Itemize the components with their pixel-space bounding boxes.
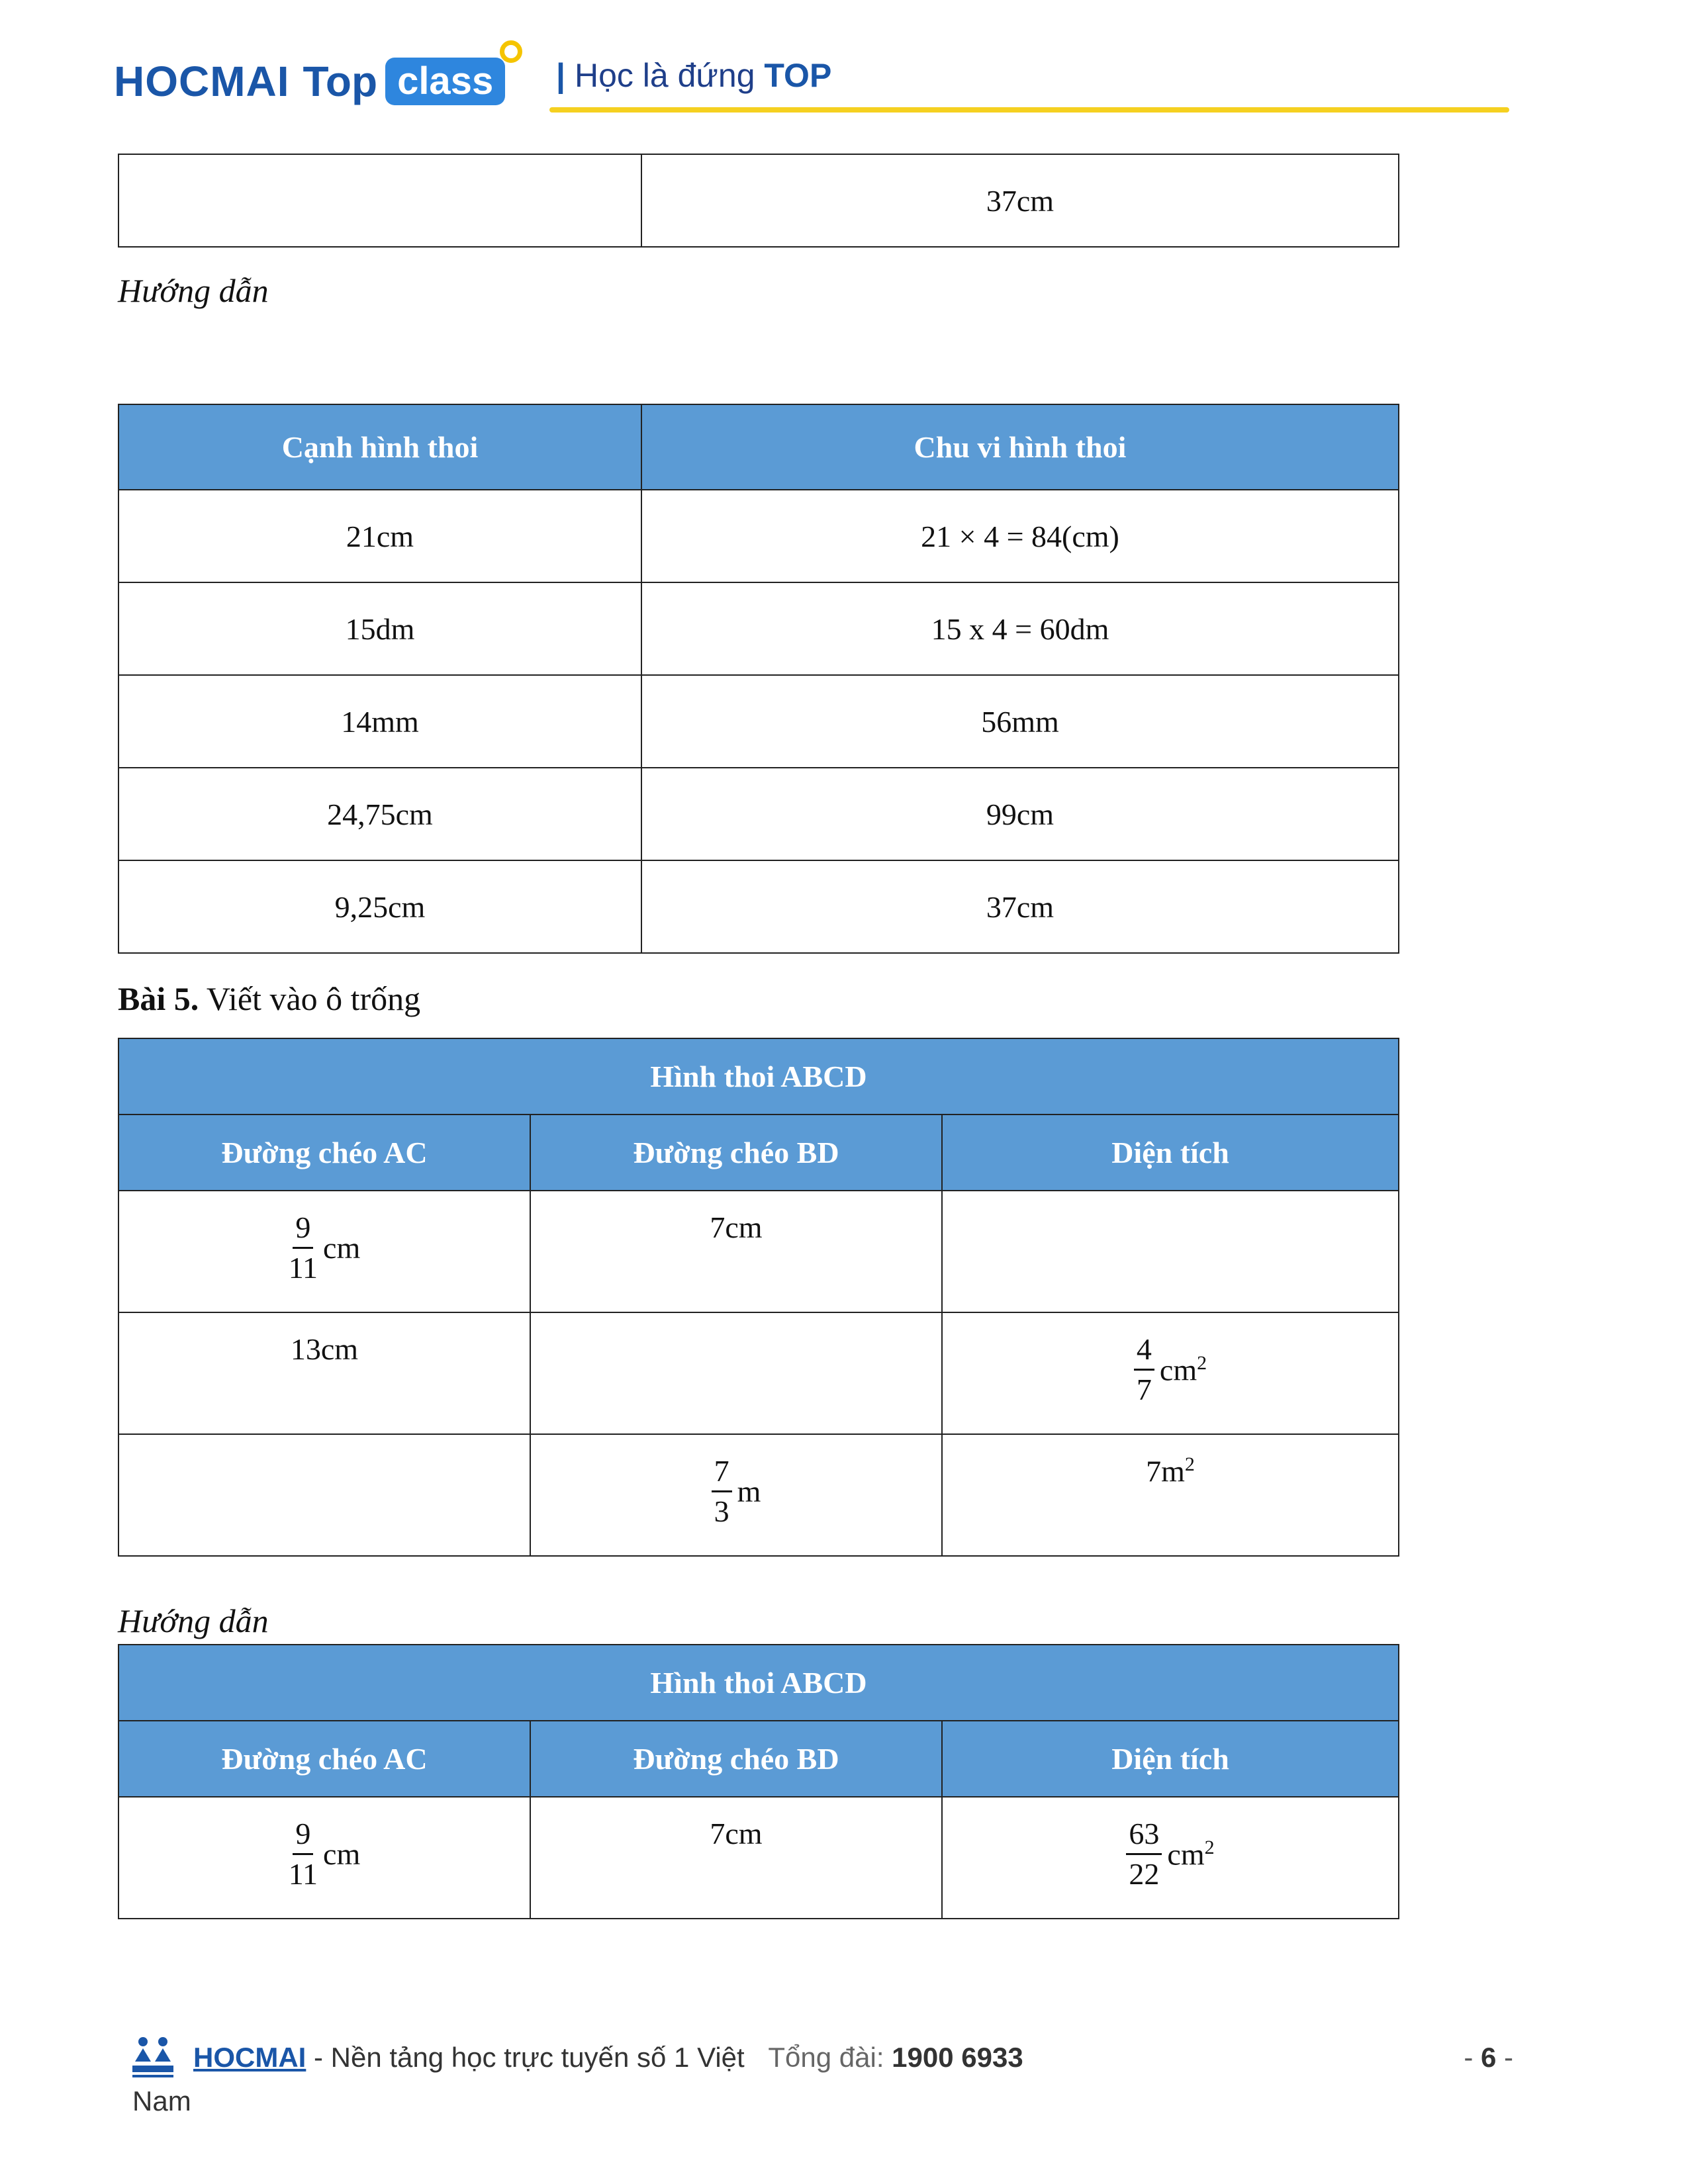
footer-slogan-wrap: Nam [132,2085,191,2116]
table-cell: 13cm [118,1312,530,1434]
table-row [118,154,1399,247]
table-title-row [118,1645,1399,1721]
table-cell-empty[interactable] [118,1434,530,1556]
table-row [118,768,1399,860]
column-header-perimeter: Chu vi hình thoi [641,404,1399,490]
table-header-row [118,1115,1399,1191]
unit: cm [323,1837,361,1871]
fraction-denominator: 11 [288,1857,318,1891]
perimeter-table [118,404,1399,954]
table-title: Hình thoi ABCD [118,1645,1399,1721]
table-cell [118,1191,530,1312]
unit: $cm^2$ [1167,1836,1215,1872]
fraction-value [1126,1819,1214,1889]
exercise-instruction: Viết vào ô trống [206,980,421,1017]
logo-class-badge [385,58,505,105]
rhombus-area-table [118,1038,1399,1557]
page-header [113,40,1509,119]
table-cell-empty[interactable] [530,1312,942,1434]
table-cell: 21cm [118,490,641,582]
fraction-value [1134,1334,1207,1405]
table-header-row [118,404,1399,490]
table-cell: 24,75cm [118,768,641,860]
rhombus-answer-table [118,1644,1399,1919]
table-row [118,675,1399,768]
footer-text [193,2042,1023,2073]
column-header-area: Diện tích [942,1115,1399,1191]
table-cell [118,154,641,247]
fraction-denominator: 11 [288,1251,318,1285]
table-title: Hình thoi ABCD [118,1038,1399,1115]
table-row [118,1312,1399,1434]
guide-heading: Hướng dẫn [118,1602,269,1639]
table-cell: 15 x 4 = 60dm [641,582,1399,675]
table-cell: 9,25cm [118,860,641,953]
table-row [118,1797,1399,1919]
fraction-value [712,1456,761,1527]
table-row [118,582,1399,675]
column-header-side: Cạnh hình thoi [118,404,641,490]
column-header-bd: Đường chéo BD [530,1721,942,1797]
table-cell: 15dm [118,582,641,675]
fraction-numerator: 9 [293,1819,313,1855]
gear-icon [500,40,522,63]
table-cell [942,1797,1399,1919]
unit: m [737,1475,761,1508]
fraction-value [289,1819,361,1889]
table-row [118,490,1399,582]
table-cell: 7cm [530,1797,942,1919]
exercise-heading [118,979,420,1018]
table-cell: 56mm [641,675,1399,768]
header-underline [549,107,1509,113]
fraction-denominator: 22 [1129,1857,1160,1891]
column-header-ac: Đường chéo AC [118,1115,530,1191]
tagline-divider: | [556,57,565,94]
tagline-top: TOP [764,57,832,94]
guide-heading: Hướng dẫn [118,272,269,309]
table-cell: 7cm [530,1191,942,1312]
footer-slogan: - Nền tảng học trực tuyến số 1 Việt [314,2042,745,2073]
unit: cm [323,1231,361,1265]
hocmai-topclass-logo [114,52,505,111]
fraction-denominator: 7 [1136,1373,1152,1406]
table-cell: 37cm [641,154,1399,247]
table-cell: 99cm [641,768,1399,860]
table-row [118,1434,1399,1556]
hotline-label: Tổng đài: [768,2042,884,2073]
exercise-number: Bài 5. [118,980,199,1017]
table-cell-empty[interactable] [942,1191,1399,1312]
table-row [118,860,1399,953]
table-header-row [118,1721,1399,1797]
table-title-row [118,1038,1399,1115]
table-cell: $7m^2$ [942,1434,1399,1556]
table-cell [530,1434,942,1556]
fraction-numerator: 4 [1134,1334,1154,1371]
column-header-ac: Đường chéo AC [118,1721,530,1797]
fraction-numerator: 9 [293,1212,313,1249]
fraction-numerator: 63 [1126,1819,1162,1855]
table-cell [942,1312,1399,1434]
fraction-value [289,1212,361,1283]
logo-top-text: Top [303,58,378,105]
table-row [118,1191,1399,1312]
unit: $cm^2$ [1159,1351,1207,1387]
page-number: - 6 - [1464,2042,1513,2073]
hocmai-logo-icon [130,2035,176,2080]
fraction-denominator: 3 [714,1494,729,1528]
fraction-numerator: 7 [712,1456,732,1492]
header-tagline [556,56,831,95]
hotline-number: 1900 6933 [892,2042,1023,2073]
logo-class-text: class [397,60,494,103]
table-cell [118,1797,530,1919]
footer-brand-link[interactable]: HOCMAI [193,2042,306,2073]
previous-table-continuation [118,154,1399,248]
column-header-bd: Đường chéo BD [530,1115,942,1191]
column-header-area: Diện tích [942,1721,1399,1797]
table-cell: 37cm [641,860,1399,953]
table-cell: 14mm [118,675,641,768]
tagline-prefix: Học là đứng [575,57,755,94]
table-cell: 21 × 4 = 84(cm) [641,490,1399,582]
logo-hocmai-text: HOCMAI [114,58,290,105]
